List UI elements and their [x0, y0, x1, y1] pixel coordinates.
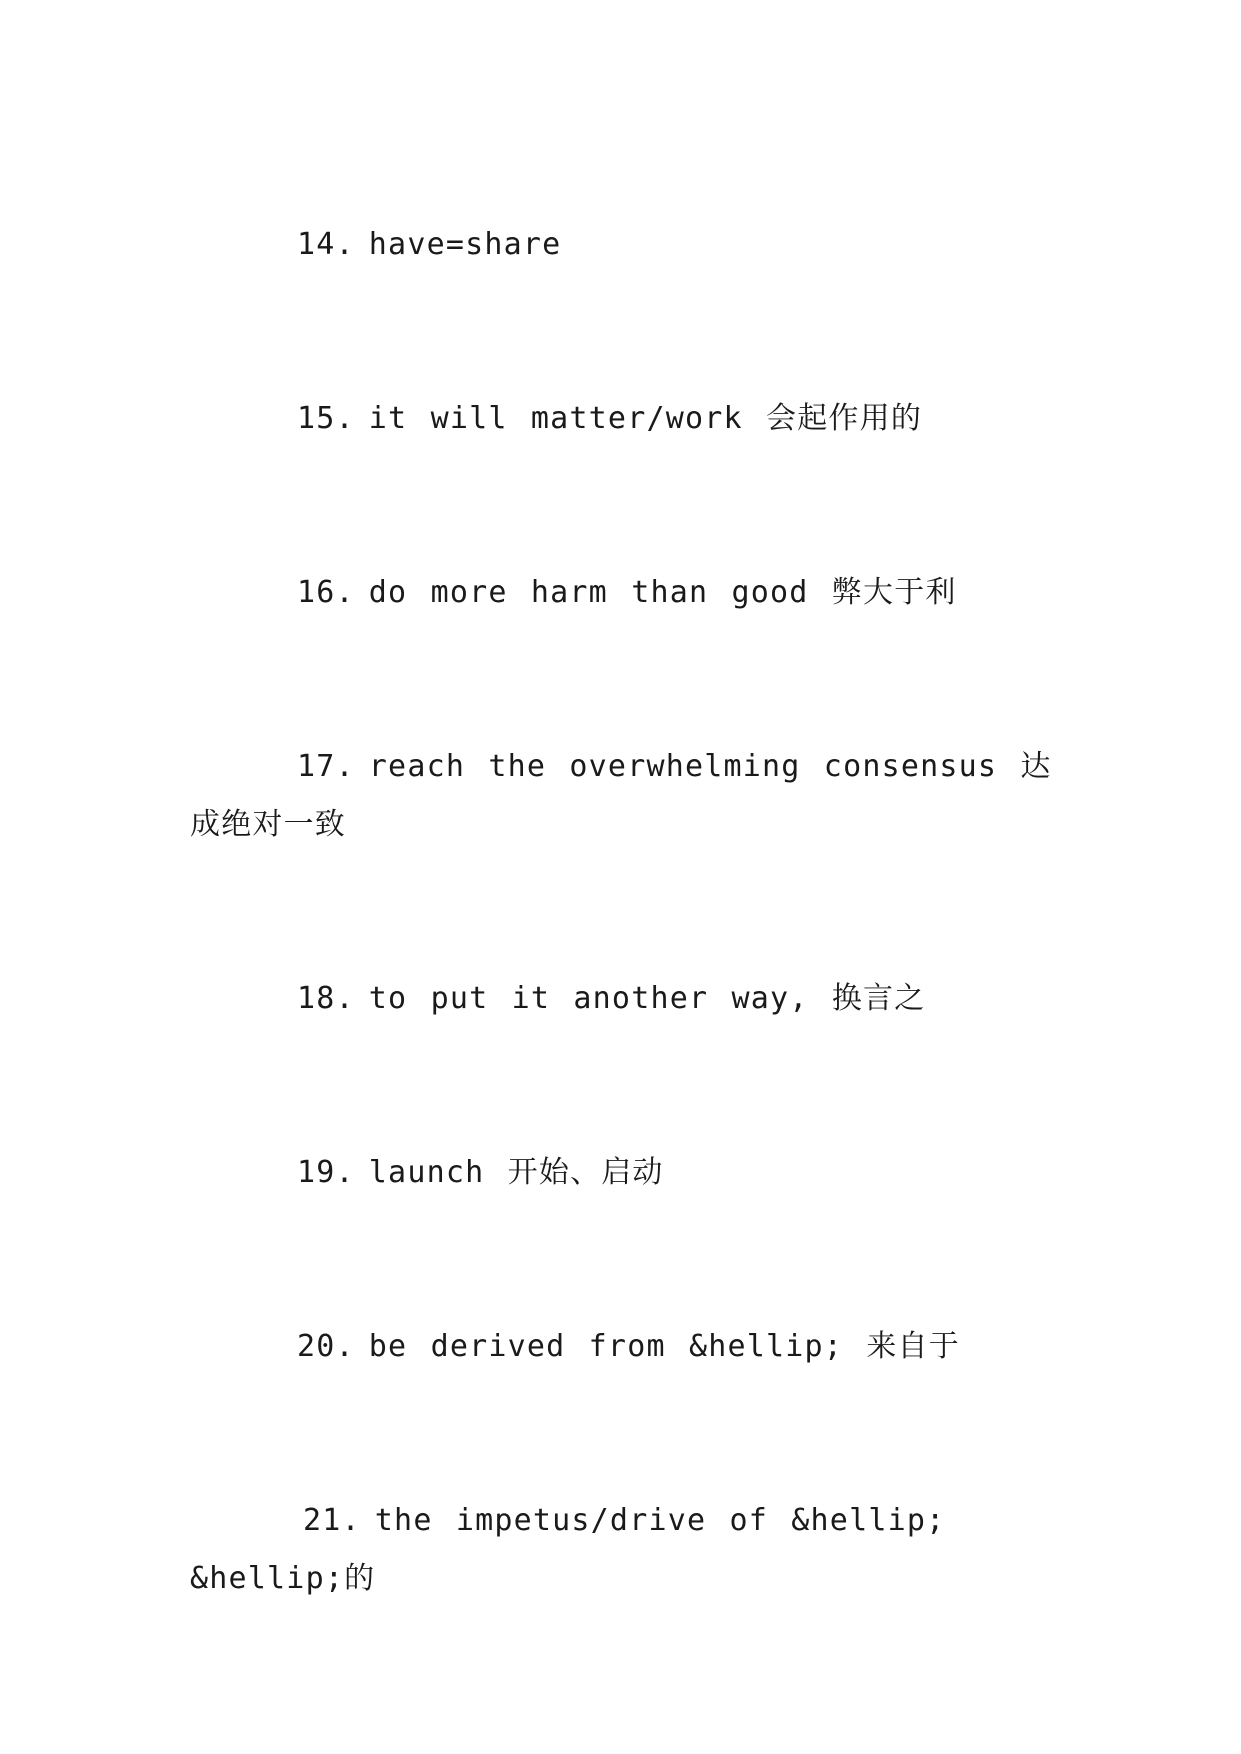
entry-number: 16. [297, 575, 355, 610]
phrase-entry-15 [190, 390, 1060, 448]
phrase-entry-18 [190, 970, 1060, 1028]
entry-number: 17. [297, 749, 355, 784]
entry-number: 19. [297, 1155, 355, 1190]
entry-number: 14. [297, 227, 355, 262]
entry-number: 21. [303, 1503, 361, 1538]
entry-text: reach the overwhelming consensus 达成绝对一致 [190, 749, 1052, 842]
entry-text: it will matter/work 会起作用的 [368, 401, 923, 436]
entry-number: 15. [297, 401, 355, 436]
entry-text: to put it another way, 换言之 [368, 981, 926, 1016]
phrase-entry-21 [190, 1492, 1060, 1608]
entry-number: 18. [297, 981, 355, 1016]
entry-text: be derived from &hellip; 来自于 [368, 1329, 960, 1364]
entry-text: have=share [368, 227, 562, 262]
entry-text: launch 开始、启动 [368, 1155, 664, 1190]
phrase-entry-16 [190, 564, 1060, 622]
phrase-entry-20 [190, 1318, 1060, 1376]
entry-number: 20. [297, 1329, 355, 1364]
entry-text: the impetus/drive of &hellip; &hellip;的 [190, 1503, 946, 1596]
phrase-entry-17 [190, 738, 1060, 854]
phrase-entry-19 [190, 1144, 1060, 1202]
entry-text: do more harm than good 弊大于利 [368, 575, 957, 610]
phrase-entry-14 [190, 216, 1060, 274]
